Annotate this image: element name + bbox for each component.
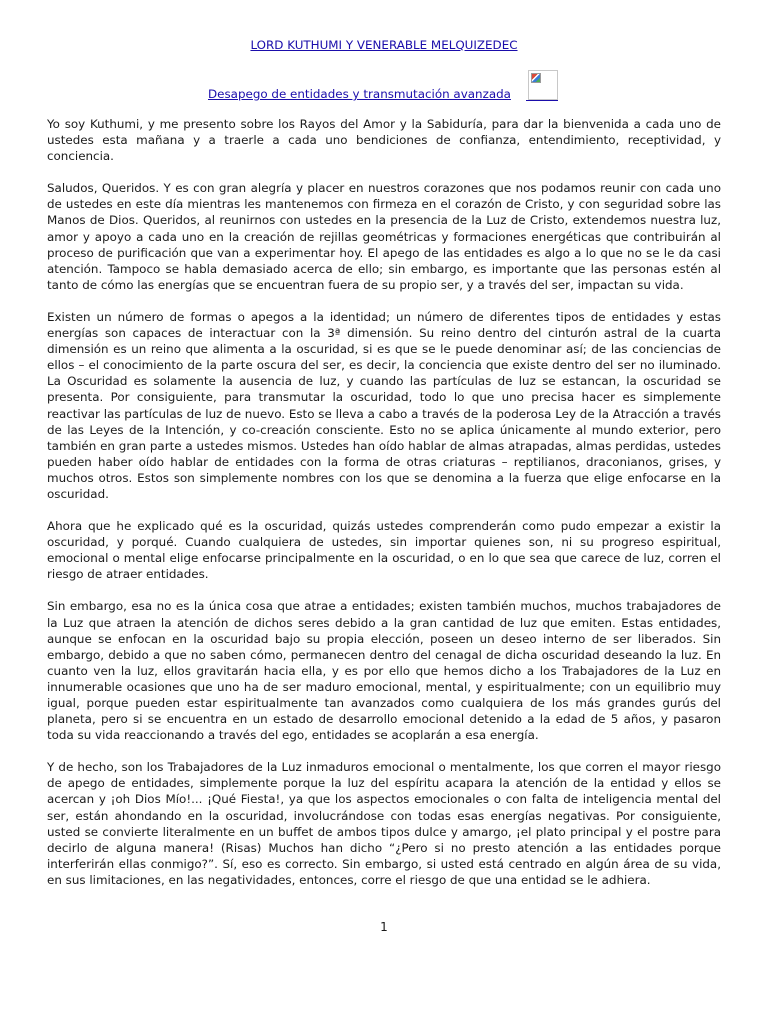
paragraph: Sin embargo, esa no es la única cosa que atrae a entidades; existen también muchos, muchos trabajadores de la Luz que atraen la atención de dichos seres debido a la gran cantidad de luz que emiten. Estas entidades, aunque se enfocan en la oscuridad bajo su propia elección, poseen un deseo interno de ser liberados. Sin embargo, debido a que no saben cómo, permanecen dentro del cenagal de dicha oscuridad deseando la luz. En cuanto ven la luz, ellos gravitarán hacia ella, y es por ello que hemos dicho a los Trabajadores de la Luz en innumerable ocasiones que uno ha de ser maduro emocional, mental, y espiritualmente; con un equilibrio muy igual, porque pueden estar espiritualmente tan avanzados como cualquiera de los más grandes gurús del planeta, pero si se encuentra en un estado de desarrollo emocional detenido a la edad de 5 años, y pasaron toda su vida reaccionando a través del ego, entidades se acoplarán a esa energía. — [47, 599, 721, 743]
document-title-row — [47, 37, 721, 53]
paragraph: Yo soy Kuthumi, y me presento sobre los Rayos del Amor y la Sabiduría, para dar la bienvenida a cada uno de ustedes esta mañana y a traerle a cada uno bendiciones de confianza, entendimiento, receptividad, y conciencia. — [47, 117, 721, 164]
image-placeholder-icon — [531, 73, 541, 83]
subtitle-row — [47, 80, 721, 106]
paragraph: Existen un número de formas o apegos a la identidad; un número de diferentes tipos de entidades y estas energías son capaces de interactuar con la 3ª dimensión. Su reino dentro del cinturón astral de la cuarta dimensión es un reino que alimenta a la oscuridad, si es que se le puede denominar así; de las conciencias de ellos – el conocimiento de la parte oscura del ser, es decir, la conciencia que existe dentro del ser no iluminado. La Oscuridad es solamente la ausencia de luz, y cuando las partículas de luz se estancan, la oscuridad se presenta. Por consiguiente, para transmutar la oscuridad, todo lo que uno precisa hacer es simplemente reactivar las partículas de luz de nuevo. Esto se lleva a cabo a través de la poderosa Ley de la Atracción a través de las Leyes de la Intención, y co-creación consciente. Esto no se aplica únicamente al mundo exterior, pero también en gran parte a ustedes mismos. Ustedes han oído hablar de almas atrapadas, almas perdidas, ustedes pueden haber oído hablar de entidades con la forma de otras criaturas – reptilianos, draconianos, grises, y muchos otros. Estos son simplemente nombres con los que se denomina a la fuerza que elige enfocarse en la oscuridad. — [47, 309, 721, 501]
image-link-underline — [526, 100, 558, 101]
paragraph: Saludos, Queridos. Y es con gran alegría y placer en nuestros corazones que nos podamos reunir con cada uno de ustedes en este día mientras les mantenemos con firmeza en el corazón de Cristo, y con seguridad sobre las Manos de Dios. Queridos, al reunirnos con ustedes en la presencia de la Luz de Cristo, extendemos nuestra luz, amor y apoyo a cada uno en la creación de rejillas geométricas y formaciones energéticas que contribuirán al proceso de purificación que van a experimentar hoy. El apego de las entidades es algo a lo que no se le da casi atención. Tampoco se habla demasiado acerca de ello; sin embargo, es importante que las personas estén al tanto de cómo las energías que se encuentran fuera de su propio ser, y a través del ser, impactan su vida. — [47, 181, 721, 292]
document-title-link[interactable]: LORD KUTHUMI Y VENERABLE MELQUIZEDEC — [250, 38, 518, 52]
broken-image-icon — [528, 70, 558, 100]
document-subtitle[interactable]: Desapego de entidades y transmutación avanzada — [208, 87, 511, 101]
document-body — [47, 37, 721, 904]
page-number: 1 — [380, 920, 388, 934]
paragraph: Y de hecho, son los Trabajadores de la Luz inmaduros emocional o mentalmente, los que corren el mayor riesgo de apego de entidades, simplemente porque la luz del espíritu acapara la atención de la entidad y ellos se acercan y ¡oh Dios Mío!... ¡Qué Fiesta!, ya que los aspectos emocionales o con falta de inteligencia mental del ser, están ahondando en la oscuridad, involucrándose con todas esas energías negativas. Por consiguiente, usted se convierte literalmente en un buffet de ambos tipos dulce y amargo, ¡el plato principal y el postre para decirlo de alguna manera! (Risas) Muchos han dicho “¿Pero si no presto atención a las entidades porque interferirán ellas conmigo?”. Sí, eso es correcto. Sin embargo, si usted está centrado en algún área de su vida, en sus limitaciones, en las negatividades, entonces, corre el riesgo de que una entidad se le adhiera. — [47, 760, 721, 887]
paragraph: Ahora que he explicado qué es la oscuridad, quizás ustedes comprenderán como pudo empezar a existir la oscuridad, y porqué. Cuando cualquiera de ustedes, sin importar quienes son, ni su progreso espiritual, emocional o mental elige enfocarse principalmente en la oscuridad, o en lo que sea que carece de luz, corren el riesgo de atraer entidades. — [47, 519, 721, 582]
